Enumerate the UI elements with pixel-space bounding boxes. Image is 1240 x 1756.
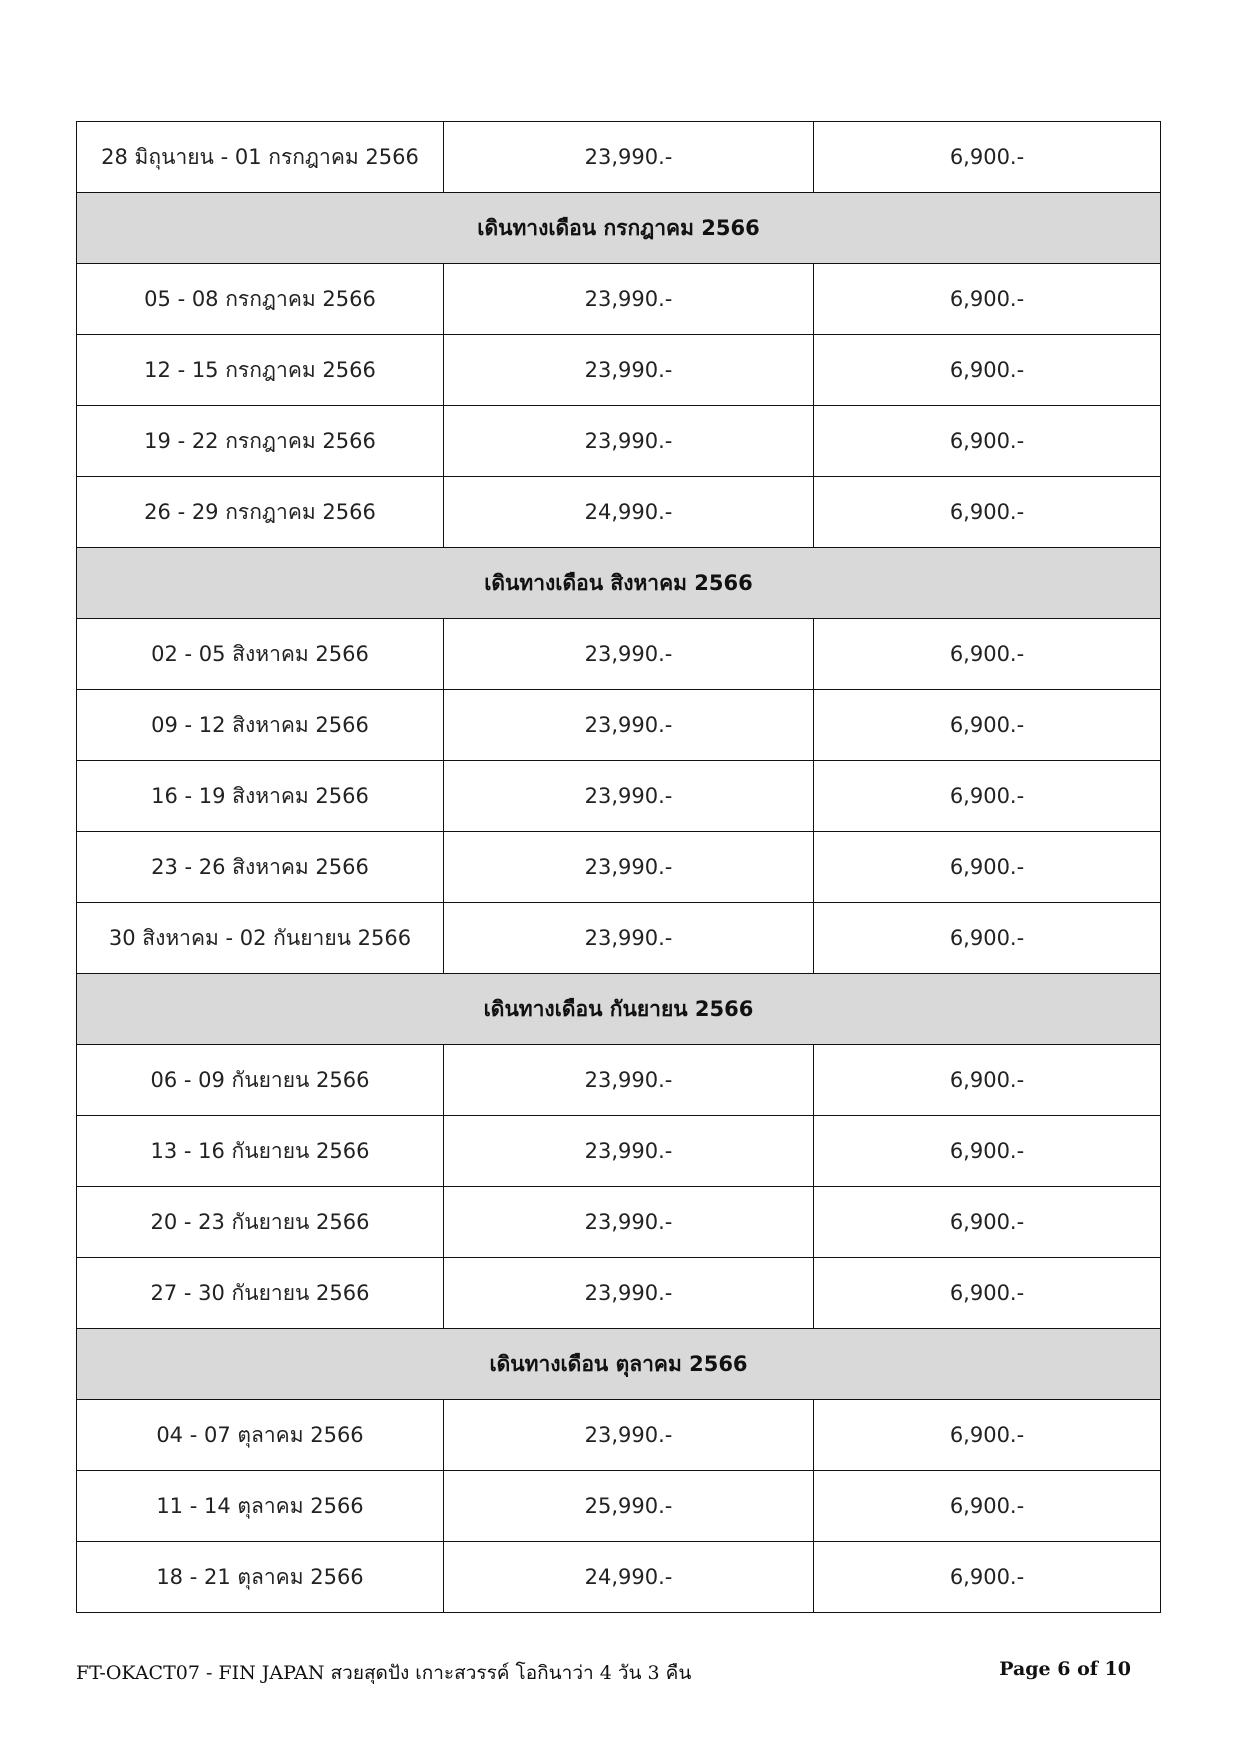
price-cell: 23,990.- (444, 122, 814, 193)
travel-date-cell: 28 มิถุนายน - 01 กรกฎาคม 2566 (77, 122, 444, 193)
extra-price-cell: 6,900.- (814, 264, 1161, 335)
month-header-row (77, 193, 1161, 264)
month-header-label: เดินทางเดือน ตุลาคม 2566 (77, 1329, 1161, 1400)
table-row (77, 832, 1161, 903)
price-cell: 23,990.- (444, 1116, 814, 1187)
travel-date-cell: 30 สิงหาคม - 02 กันยายน 2566 (77, 903, 444, 974)
table-row (77, 1258, 1161, 1329)
price-cell: 23,990.- (444, 1045, 814, 1116)
travel-date-cell: 13 - 16 กันยายน 2566 (77, 1116, 444, 1187)
extra-price-cell: 6,900.- (814, 477, 1161, 548)
table-row (77, 122, 1161, 193)
travel-date-cell: 19 - 22 กรกฎาคม 2566 (77, 406, 444, 477)
table-row (77, 903, 1161, 974)
table-row (77, 690, 1161, 761)
extra-price-cell: 6,900.- (814, 1542, 1161, 1613)
travel-date-cell: 18 - 21 ตุลาคม 2566 (77, 1542, 444, 1613)
price-cell: 23,990.- (444, 832, 814, 903)
extra-price-cell: 6,900.- (814, 619, 1161, 690)
month-header-label: เดินทางเดือน กรกฎาคม 2566 (77, 193, 1161, 264)
footer-program-title: FT-OKACT07 - FIN JAPAN สวยสุดปัง เกาะสวรรค์ โอกินาว่า 4 วัน 3 คืน (76, 1662, 692, 1684)
price-cell: 23,990.- (444, 264, 814, 335)
extra-price-cell: 6,900.- (814, 1400, 1161, 1471)
price-cell: 23,990.- (444, 1258, 814, 1329)
table-row (77, 761, 1161, 832)
extra-price-cell: 6,900.- (814, 903, 1161, 974)
table-row (77, 1471, 1161, 1542)
travel-date-cell: 12 - 15 กรกฎาคม 2566 (77, 335, 444, 406)
month-header-row (77, 974, 1161, 1045)
table-row (77, 477, 1161, 548)
month-header-row (77, 548, 1161, 619)
table-row (77, 1045, 1161, 1116)
page-footer (76, 1658, 1131, 1688)
travel-date-cell: 05 - 08 กรกฎาคม 2566 (77, 264, 444, 335)
price-cell: 24,990.- (444, 477, 814, 548)
extra-price-cell: 6,900.- (814, 1258, 1161, 1329)
extra-price-cell: 6,900.- (814, 1045, 1161, 1116)
travel-date-cell: 16 - 19 สิงหาคม 2566 (77, 761, 444, 832)
table-row (77, 1400, 1161, 1471)
price-cell: 23,990.- (444, 619, 814, 690)
table-row (77, 335, 1161, 406)
table-row (77, 1542, 1161, 1613)
travel-date-cell: 02 - 05 สิงหาคม 2566 (77, 619, 444, 690)
travel-date-cell: 27 - 30 กันยายน 2566 (77, 1258, 444, 1329)
travel-date-cell: 04 - 07 ตุลาคม 2566 (77, 1400, 444, 1471)
travel-date-cell: 20 - 23 กันยายน 2566 (77, 1187, 444, 1258)
travel-date-cell: 26 - 29 กรกฎาคม 2566 (77, 477, 444, 548)
price-cell: 24,990.- (444, 1542, 814, 1613)
price-cell: 23,990.- (444, 1187, 814, 1258)
price-cell: 23,990.- (444, 406, 814, 477)
price-cell: 23,990.- (444, 761, 814, 832)
price-cell: 23,990.- (444, 335, 814, 406)
travel-date-cell: 09 - 12 สิงหาคม 2566 (77, 690, 444, 761)
price-table (76, 121, 1161, 1613)
travel-date-cell: 23 - 26 สิงหาคม 2566 (77, 832, 444, 903)
extra-price-cell: 6,900.- (814, 1471, 1161, 1542)
extra-price-cell: 6,900.- (814, 690, 1161, 761)
table-row (77, 1187, 1161, 1258)
price-cell: 23,990.- (444, 690, 814, 761)
table-row (77, 1116, 1161, 1187)
table-row (77, 619, 1161, 690)
footer-page-number: Page 6 of 10 (999, 1658, 1131, 1680)
month-header-row (77, 1329, 1161, 1400)
table-row (77, 264, 1161, 335)
extra-price-cell: 6,900.- (814, 1116, 1161, 1187)
extra-price-cell: 6,900.- (814, 406, 1161, 477)
price-cell: 23,990.- (444, 1400, 814, 1471)
extra-price-cell: 6,900.- (814, 832, 1161, 903)
price-cell: 25,990.- (444, 1471, 814, 1542)
travel-date-cell: 11 - 14 ตุลาคม 2566 (77, 1471, 444, 1542)
extra-price-cell: 6,900.- (814, 761, 1161, 832)
price-cell: 23,990.- (444, 903, 814, 974)
extra-price-cell: 6,900.- (814, 1187, 1161, 1258)
month-header-label: เดินทางเดือน กันยายน 2566 (77, 974, 1161, 1045)
table-row (77, 406, 1161, 477)
extra-price-cell: 6,900.- (814, 335, 1161, 406)
travel-date-cell: 06 - 09 กันยายน 2566 (77, 1045, 444, 1116)
extra-price-cell: 6,900.- (814, 122, 1161, 193)
price-table-body (77, 122, 1161, 1613)
month-header-label: เดินทางเดือน สิงหาคม 2566 (77, 548, 1161, 619)
